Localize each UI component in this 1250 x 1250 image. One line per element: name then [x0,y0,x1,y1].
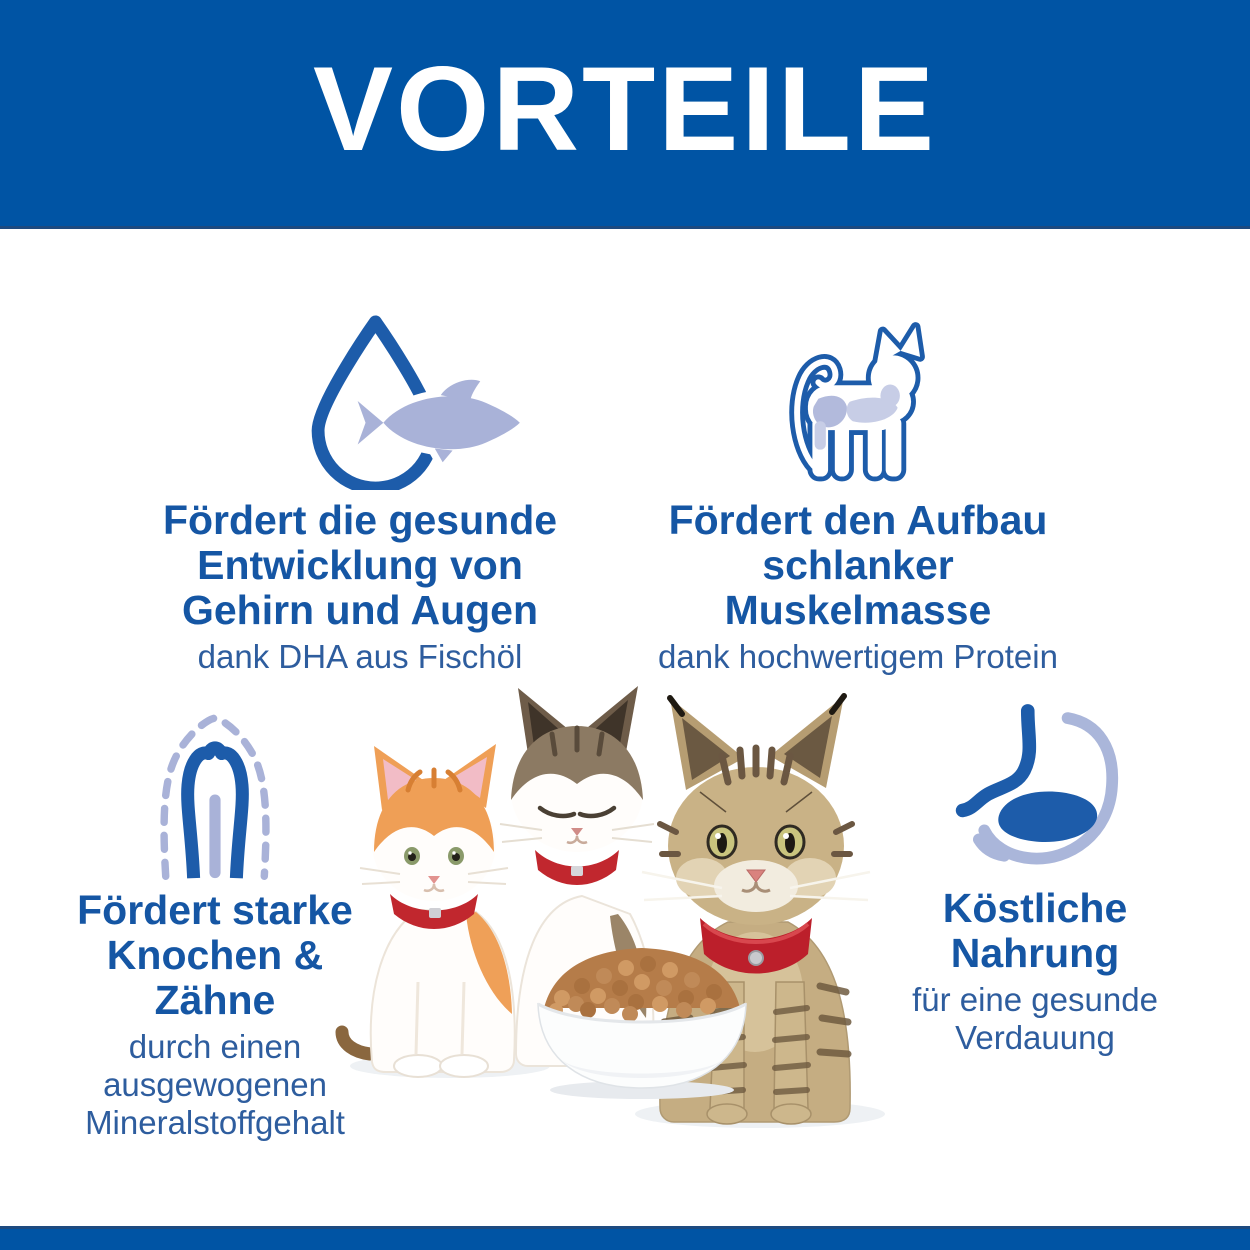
benefit-subtitle-line: ausgewogenen [103,1065,327,1103]
benefit-title [850,886,1220,976]
banner [0,0,1250,229]
benefit-subtitle-line: für eine gesunde [912,981,1158,1019]
benefit-title [110,498,610,633]
benefit-title-line: Entwicklung von [197,542,523,589]
benefit-bones-teeth [25,694,405,1141]
benefit-digestion [850,700,1220,1056]
benefit-title [608,498,1108,633]
benefit-subtitle-line: dank hochwertigem Protein [658,638,1058,676]
benefit-title-line: Knochen & [106,932,324,979]
page-title: VORTEILE [312,42,938,176]
benefit-brain-eyes [110,312,610,676]
benefit-subtitle-line: dank DHA aus Fischöl [197,638,523,676]
benefit-title-line: Zähne [154,977,276,1024]
kittens-photo [330,662,930,1142]
footer-bar [0,1226,1250,1250]
benefit-title-line: Muskelmasse [724,587,992,634]
benefit-subtitle-line: Verdauung [955,1018,1115,1056]
bone-icon [25,694,405,880]
benefit-subtitle-line: durch einen [128,1028,302,1066]
benefit-title-line: Fördert den Aufbau [668,497,1048,543]
benefit-title-line: Fördert starke [77,887,353,933]
benefit-title-line: Gehirn und Augen [181,587,539,634]
benefit-title-line: Köstliche [942,885,1128,931]
droplet-fish-icon [165,312,665,490]
benefit-subtitle [850,981,1220,1056]
benefit-title [25,888,405,1023]
cat-muscle-icon [608,314,1108,490]
benefit-subtitle [608,638,1108,676]
benefit-subtitle [110,638,610,676]
stomach-icon [850,700,1220,872]
benefit-muscle [608,314,1108,676]
benefit-subtitle [25,1028,405,1141]
benefit-title-line: Fördert die gesunde [162,497,558,543]
benefit-subtitle-line: Mineralstoffgehalt [85,1103,345,1141]
benefit-title-line: schlanker [762,542,954,589]
benefit-title-line: Nahrung [950,930,1120,977]
